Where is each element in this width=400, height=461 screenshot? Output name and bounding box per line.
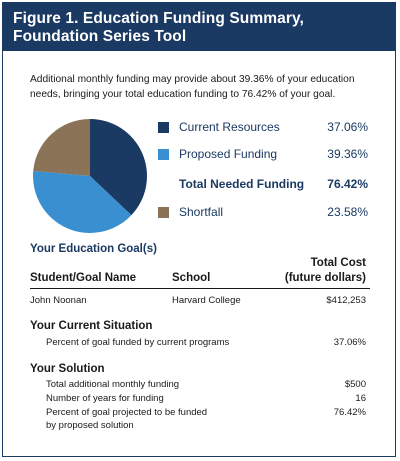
current-item-label: Percent of goal funded by current programs (46, 337, 230, 348)
legend-item-total-needed (158, 177, 368, 193)
legend-swatch-proposed (158, 149, 169, 160)
goal-school: Harvard College (172, 295, 241, 306)
col-header-student: Student/Goal Name (30, 272, 137, 284)
legend-item-shortfall (158, 205, 368, 221)
legend-item-current-resources (158, 120, 368, 136)
legend-item-proposed-funding (158, 147, 368, 163)
solution-item1-value: $500 (344, 379, 366, 390)
col-header-cost-line1: Total Cost (310, 257, 366, 269)
legend-label: Shortfall (179, 205, 224, 219)
solution-item2-label: Number of years for funding (46, 393, 164, 404)
solution-item3-label-line2: by proposed solution (46, 420, 134, 431)
intro-line2: needs, bringing your total education funding to 76.42% of your goal. (30, 89, 336, 100)
figure-title-line1: Figure 1. Education Funding Summary, (13, 10, 304, 27)
legend-value: 76.42% (327, 177, 368, 191)
legend-label: Current Resources (179, 120, 280, 134)
legend-swatch-current (158, 122, 169, 133)
goal-student-name: John Noonan (30, 295, 87, 306)
solution-item2-value: 16 (355, 393, 366, 404)
solution-title: Your Solution (30, 363, 105, 375)
current-situation-title: Your Current Situation (30, 320, 153, 332)
solution-item3-value: 76.42% (333, 407, 366, 418)
goal-cost: $412,253 (326, 295, 366, 306)
legend-swatch-shortfall (158, 207, 169, 218)
col-header-school: School (172, 272, 211, 284)
legend-label: Total Needed Funding (179, 177, 305, 191)
figure-header (3, 3, 395, 51)
intro-text (30, 72, 375, 102)
legend-value: 23.58% (327, 205, 368, 219)
funding-pie-chart (30, 116, 150, 236)
legend-label: Proposed Funding (179, 147, 278, 161)
table-header-rule (30, 288, 370, 289)
legend-value: 39.36% (327, 147, 368, 161)
education-goals-title: Your Education Goal(s) (30, 243, 157, 255)
current-item-value: 37.06% (333, 337, 366, 348)
solution-item1-label: Total additional monthly funding (46, 379, 180, 390)
pie-slice-shortfall (33, 119, 90, 176)
col-header-cost-line2: (future dollars) (284, 272, 366, 284)
solution-item3-label-line1: Percent of goal projected to be funded (46, 407, 208, 418)
intro-line1: Additional monthly funding may provide about 39.36% of your education (30, 74, 355, 85)
legend-value: 37.06% (327, 120, 368, 134)
figure-title-line2: Foundation Series Tool (13, 28, 187, 45)
